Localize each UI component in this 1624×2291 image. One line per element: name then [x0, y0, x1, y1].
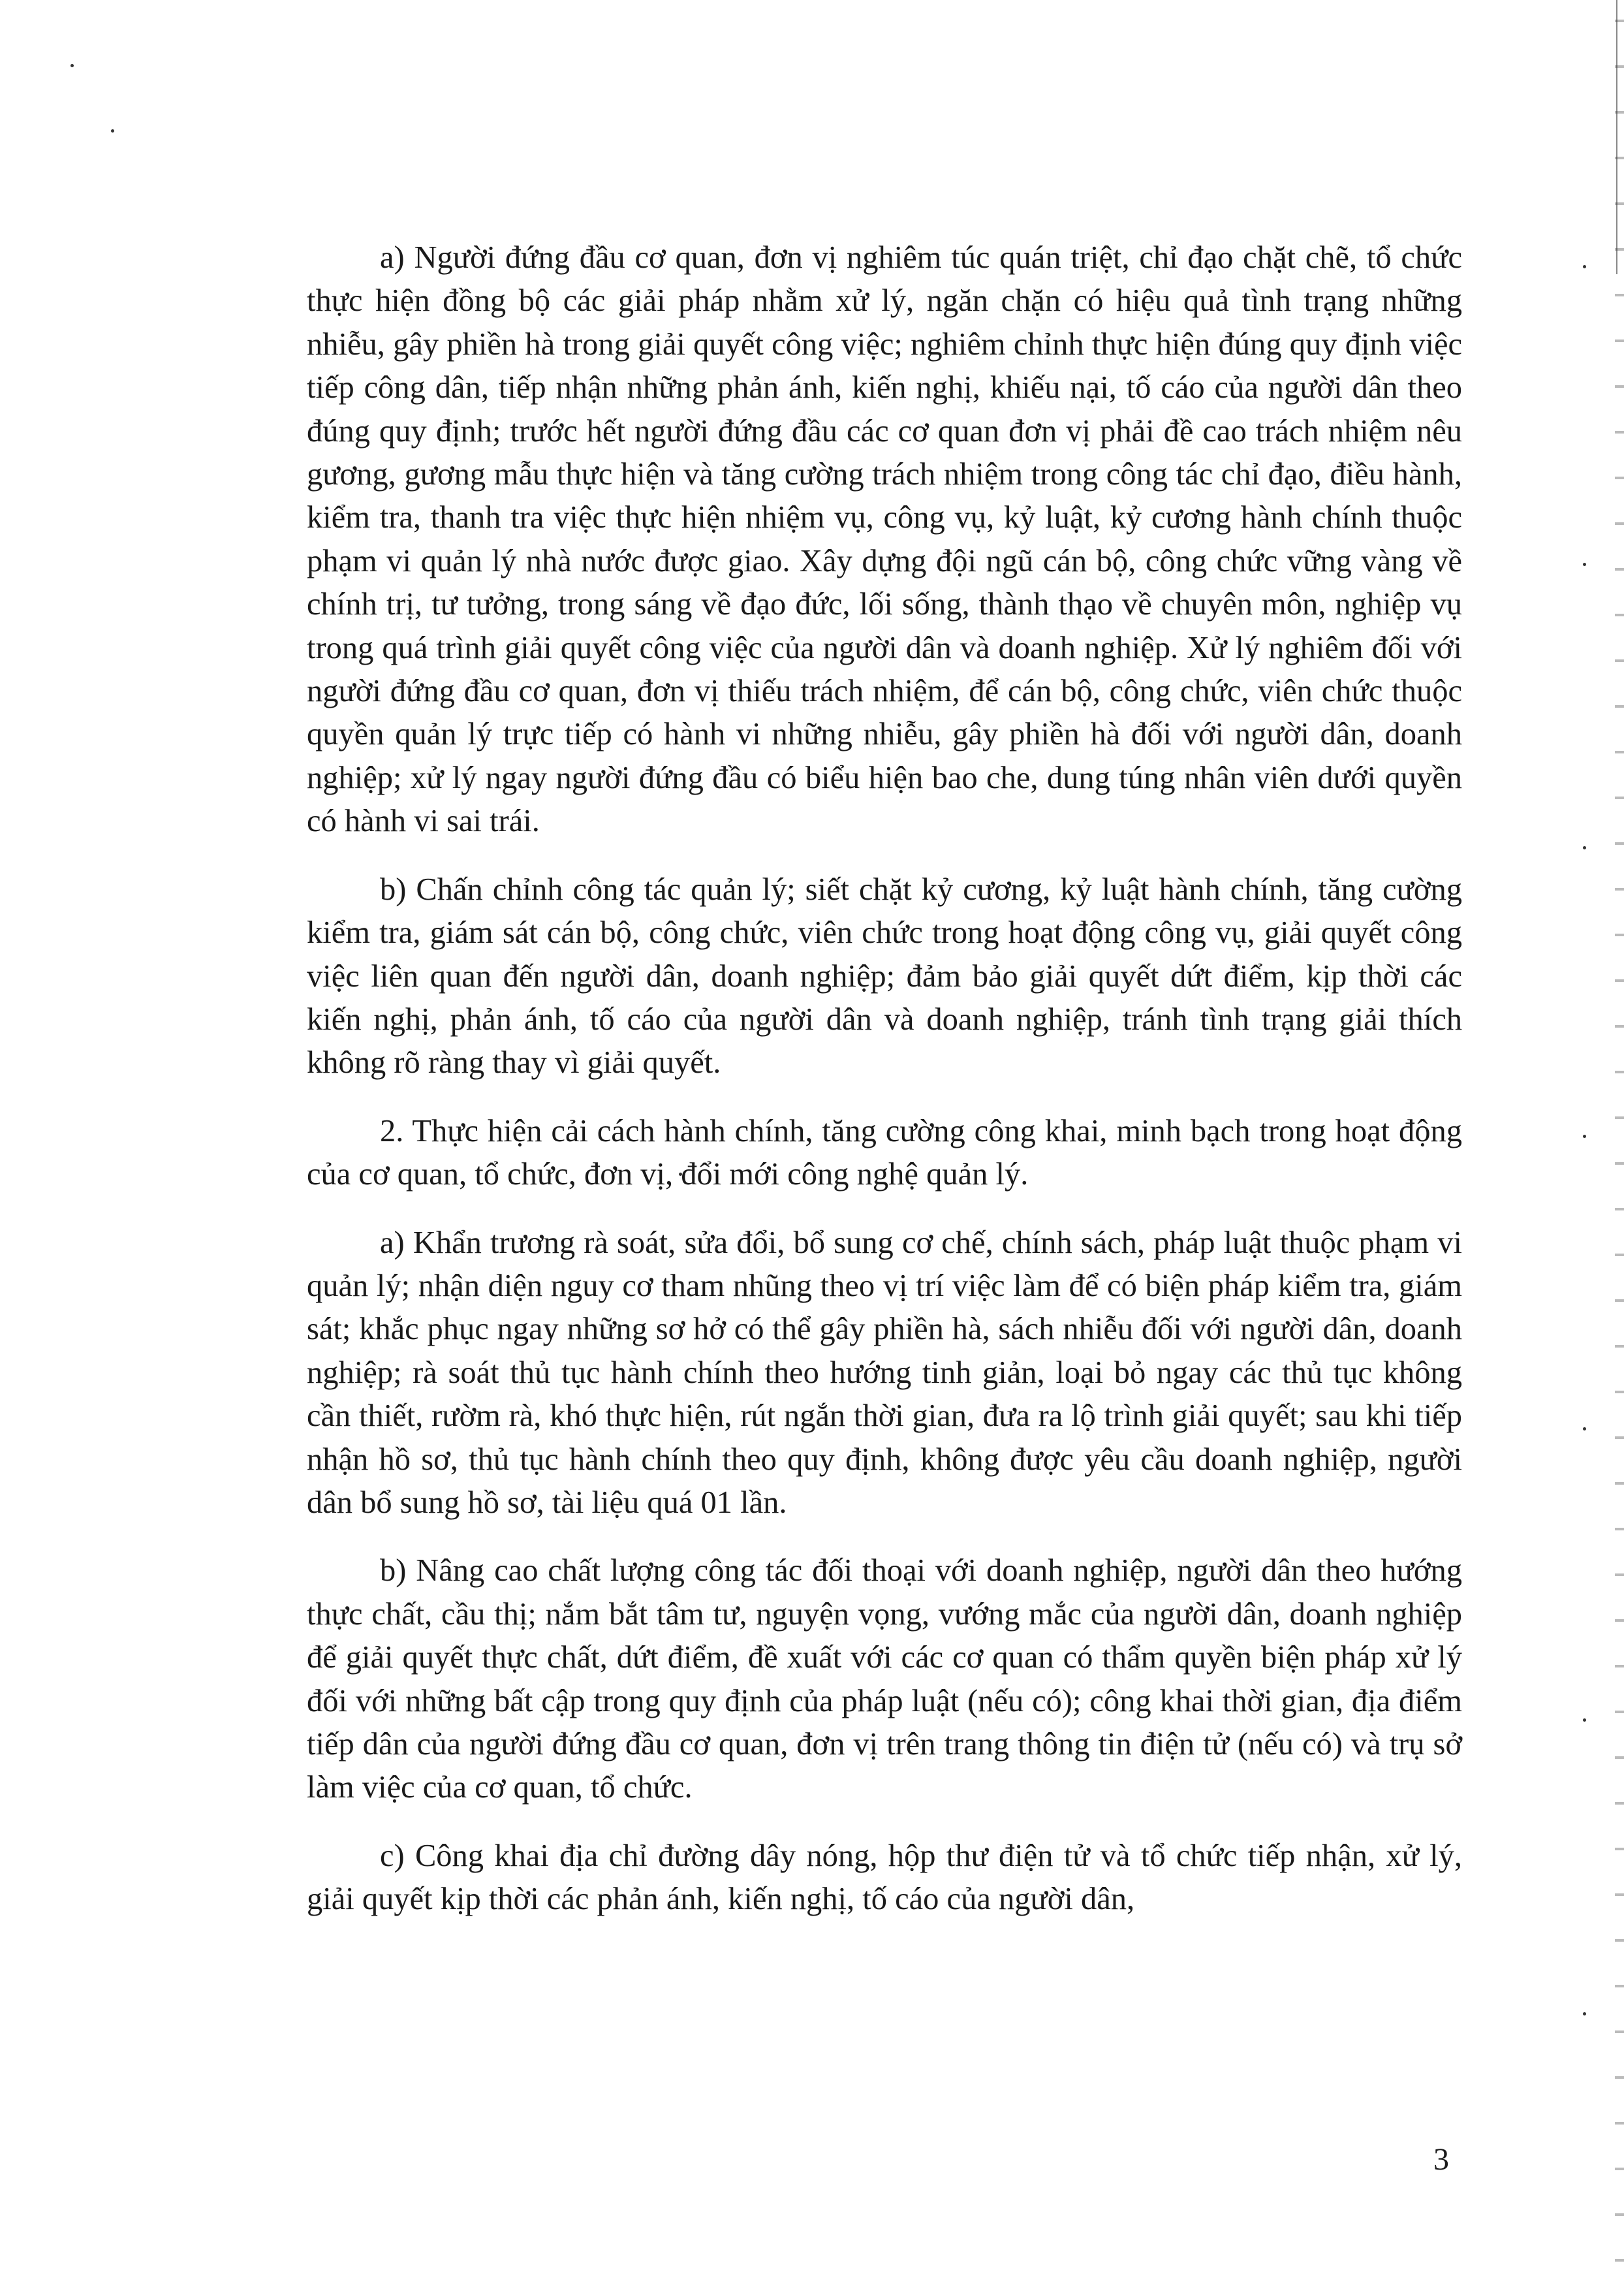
scan-edge-artifact [1615, 0, 1624, 2291]
scan-speck [1583, 265, 1586, 268]
scan-speck [1583, 1135, 1586, 1138]
scan-speck [70, 64, 74, 67]
scan-speck [1583, 1718, 1586, 1722]
scan-speck [111, 129, 114, 133]
paragraph-2b-dialogue: b) Nâng cao chất lượng công tác đối thoại với doanh nghiệp, người dân theo hướng thực chất, cầu thị; nắm bắt tâm tư, nguyện vọng, vướng mắc của người dân, doanh nghiệp để giải quyết thực chất, dứt điểm, đề xuất với các cơ quan có thẩm quyền biện pháp xử lý đối với những bất cập trong quy định của pháp luật (nếu có); công khai thời gian, địa điểm tiếp dân của người đứng đầu cơ quan, đơn vị trên trang thông tin điện tử (nếu có) và trụ sở làm việc của cơ quan, tổ chức. [307, 1553, 1462, 1805]
paragraph-2a-review: a) Khẩn trương rà soát, sửa đổi, bổ sung cơ chế, chính sách, pháp luật thuộc phạm vi quản lý; nhận diện nguy cơ tham nhũng theo vị trí việc làm để có biện pháp kiểm tra, giám sát; khắc phục ngay những sơ hở có thể gây phiền hà, sách nhiễu đối với người dân, doanh nghiệp; rà soát thủ tục hành chính theo hướng tinh giản, loại bỏ ngay các thủ tục không cần thiết, rườm rà, khó thực hiện, rút ngắn thời gian, đưa ra lộ trình giải quyết; sau khi tiếp nhận hồ sơ, thủ tục hành chính theo quy định, không được yêu cầu doanh nghiệp, người dân bổ sung hồ sơ, tài liệu quá 01 lần. [307, 1225, 1462, 1520]
scan-edge-line [1616, 0, 1617, 274]
paragraph-section-2-heading: 2. Thực hiện cải cách hành chính, tăng cường công khai, minh bạch trong hoạt động của cơ quan, tổ chức, đơn vị, đổi mới công nghệ quản lý. [307, 1113, 1462, 1192]
document-body [307, 236, 1462, 1946]
scan-speck [1583, 846, 1586, 849]
scan-speck [1583, 1427, 1586, 1430]
scan-speck [1583, 563, 1586, 566]
paragraph-b-management: b) Chấn chỉnh công tác quản lý; siết chặt kỷ cương, kỷ luật hành chính, tăng cường kiểm tra, giám sát cán bộ, công chức, viên chức trong hoạt động công vụ, giải quyết công việc liên quan đến người dân, doanh nghiệp; đảm bảo giải quyết dứt điểm, kịp thời các kiến nghị, phản ánh, tố cáo của người dân và doanh nghiệp, tránh tình trạng giải thích không rõ ràng thay vì giải quyết. [307, 872, 1462, 1081]
paragraph-a-responsibility: a) Người đứng đầu cơ quan, đơn vị nghiêm túc quán triệt, chỉ đạo chặt chẽ, tổ chức thực hiện đồng bộ các giải pháp nhằm xử lý, ngăn chặn có hiệu quả tình trạng những nhiễu, gây phiền hà trong giải quyết công việc; nghiêm chỉnh thực hiện đúng quy định việc tiếp công dân, tiếp nhận những phản ánh, kiến nghị, khiếu nại, tố cáo của người dân theo đúng quy định; trước hết người đứng đầu các cơ quan đơn vị phải đề cao trách nhiệm nêu gương, gương mẫu thực hiện và tăng cường trách nhiệm trong công tác chỉ đạo, điều hành, kiểm tra, thanh tra việc thực hiện nhiệm vụ, công vụ, kỷ luật, kỷ cương hành chính thuộc phạm vi quản lý nhà nước được giao. Xây dựng đội ngũ cán bộ, công chức vững vàng về chính trị, tư tưởng, trong sáng về đạo đức, lối sống, thành thạo về chuyên môn, nghiệp vụ trong quá trình giải quyết công việc của người dân và doanh nghiệp. Xử lý nghiêm đối với người đứng đầu cơ quan, đơn vị thiếu trách nhiệm, để cán bộ, công chức, viên chức thuộc quyền quản lý trực tiếp có hành vi những nhiễu, gây phiền hà đối với người dân, doanh nghiệp; xử lý ngay người đứng đầu có biểu hiện bao che, dung túng nhân viên dưới quyền có hành vi sai trái. [307, 240, 1462, 839]
scan-speck [1583, 2012, 1586, 2015]
paragraph-2c-hotline: c) Công khai địa chỉ đường dây nóng, hộp thư điện tử và tổ chức tiếp nhận, xử lý, giải quyết kịp thời các phản ánh, kiến nghị, tố cáo của người dân, [307, 1838, 1462, 1917]
page-number: 3 [1433, 2142, 1449, 2177]
